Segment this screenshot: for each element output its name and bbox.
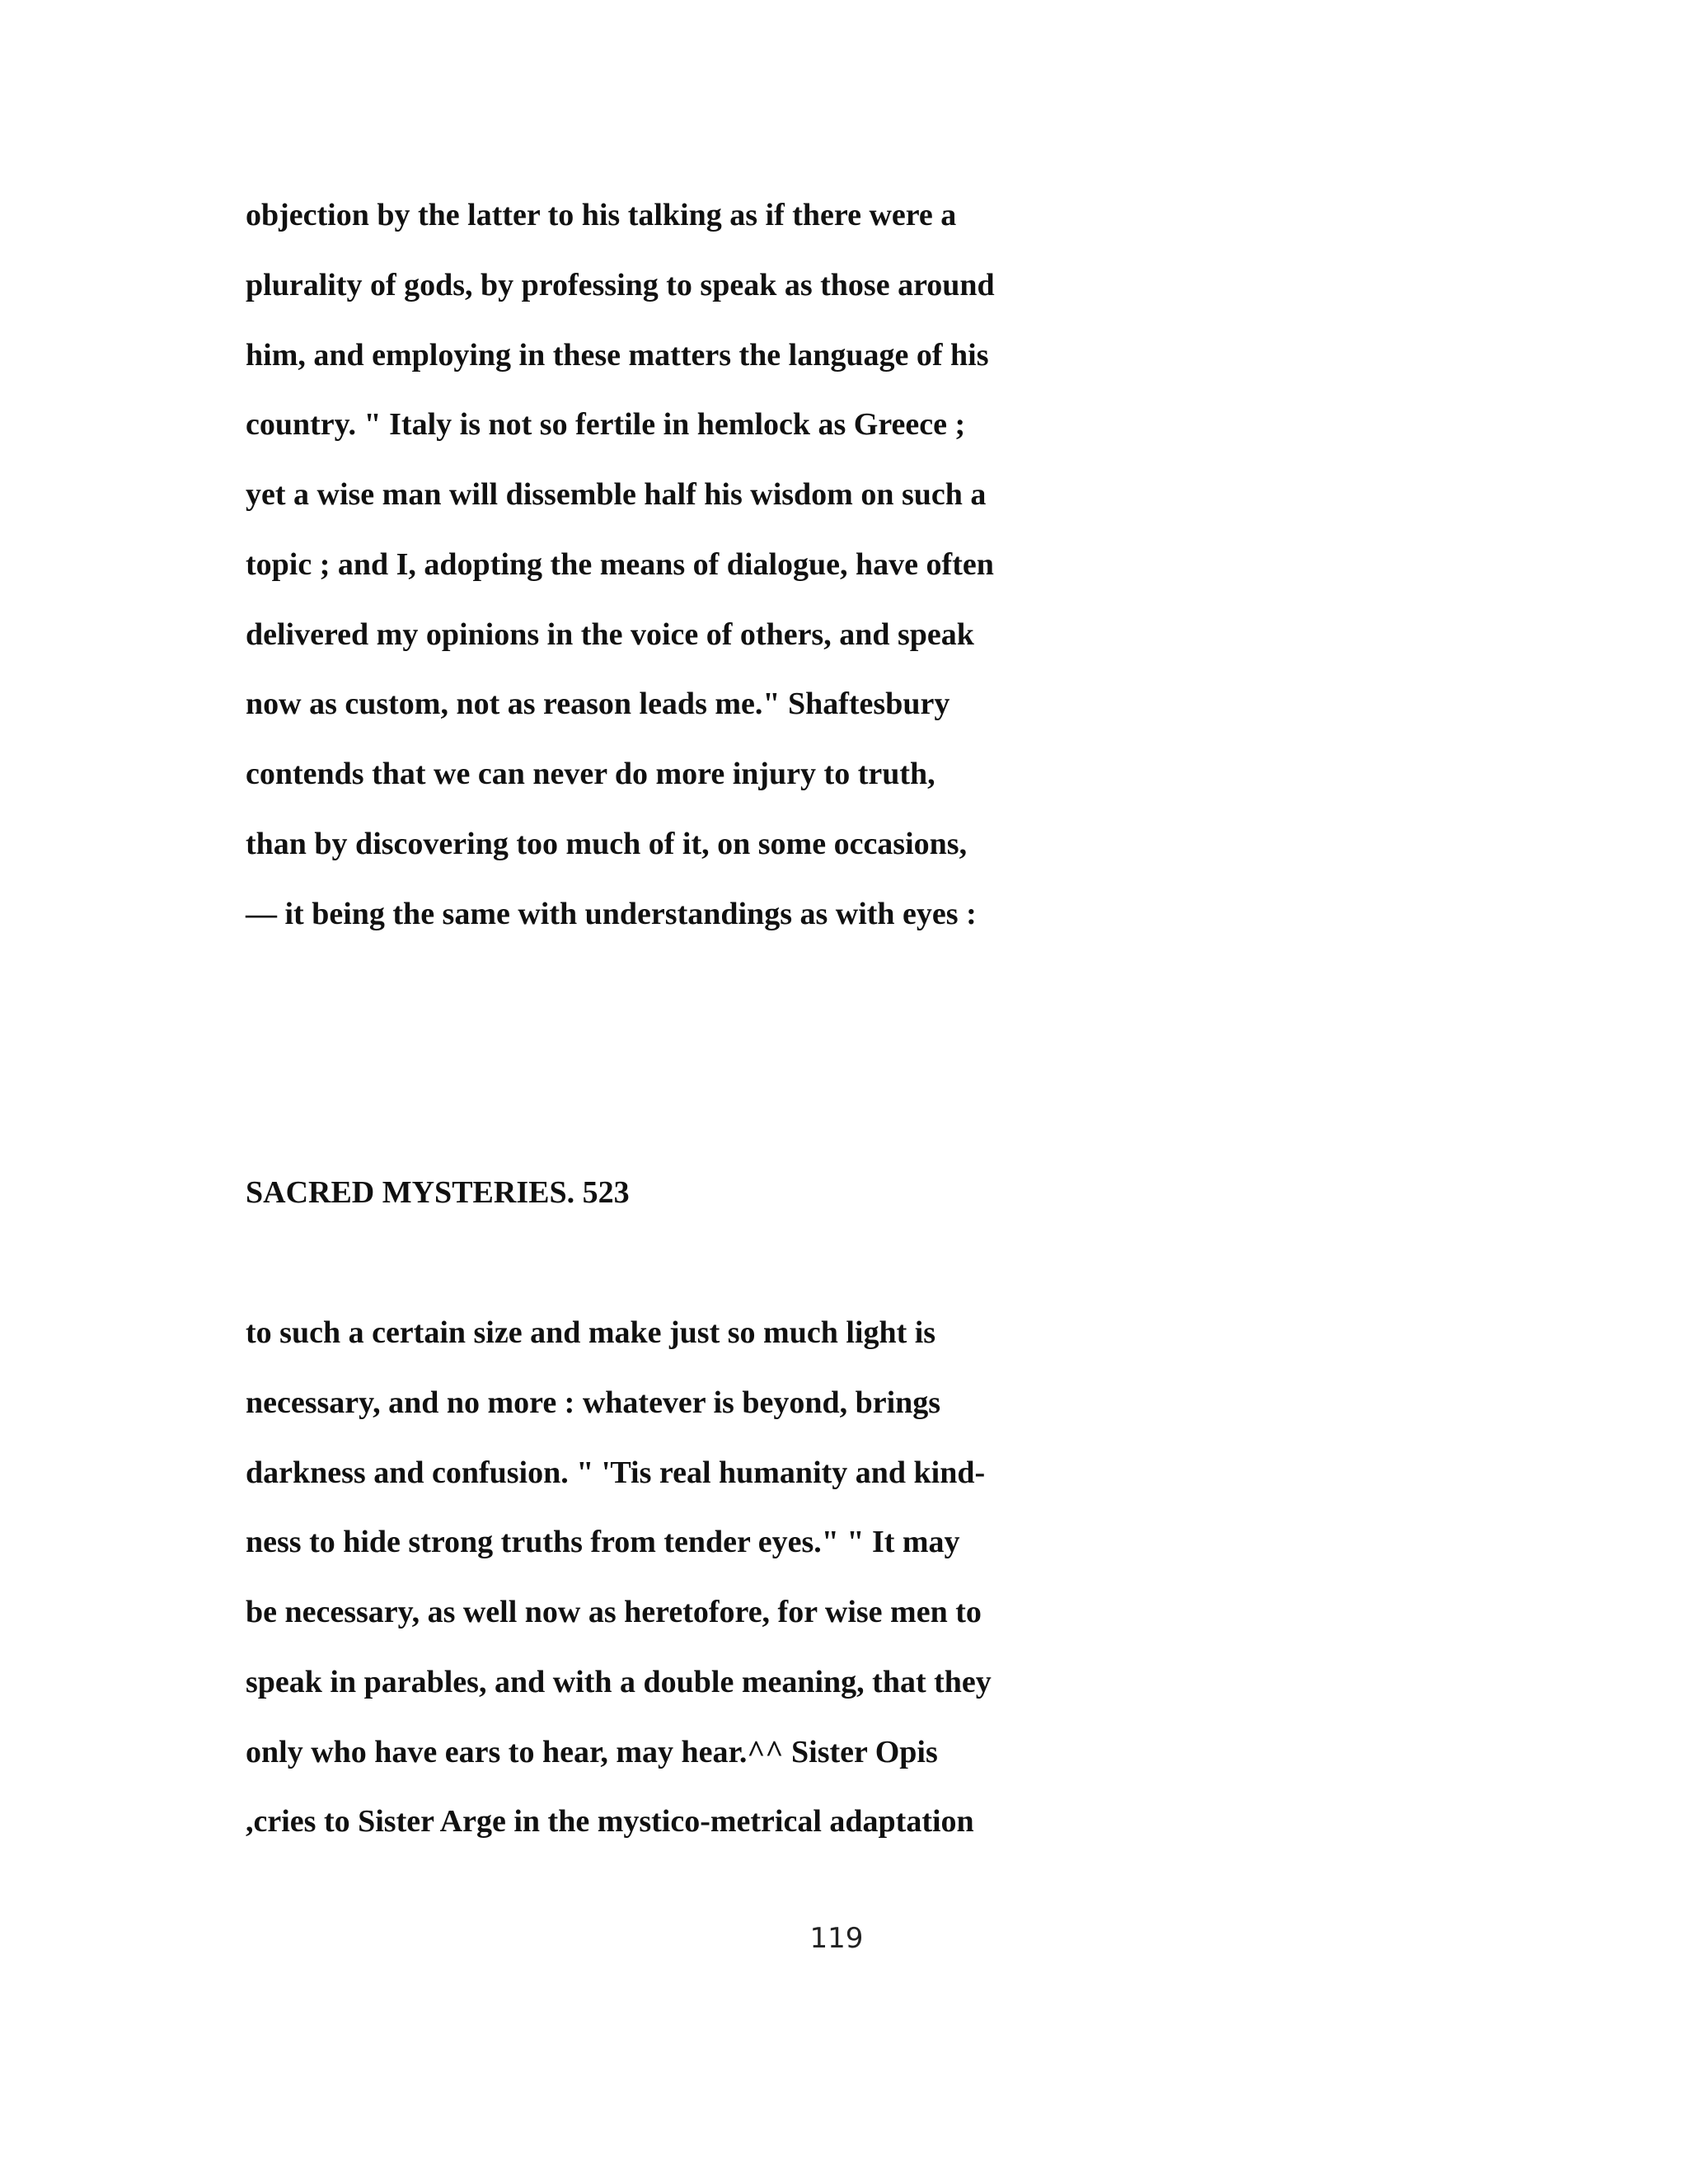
text-line: plurality of gods, by professing to speak as those around (246, 268, 995, 302)
text-line: country. " Italy is not so fertile in hemlock as Greece ; (246, 407, 966, 442)
text-line: now as custom, not as reason leads me." Shaftesbury (246, 687, 950, 721)
text-line: be necessary, as well now as heretofore, for wise men to (246, 1595, 982, 1629)
text-line: darkness and confusion. " 'Tis real humanity and kind- (246, 1455, 986, 1490)
text-line: him, and employing in these matters the language of his (246, 338, 989, 373)
text-line: — it being the same with understandings as with eyes : (246, 897, 977, 931)
page-number: 119 (809, 1922, 864, 1955)
text-line: necessary, and no more : whatever is beyond, brings (246, 1385, 941, 1420)
text-line: only who have ears to hear, may hear.^^ Sister Opis (246, 1735, 938, 1769)
text-line: than by discovering too much of it, on some occasions, (246, 827, 968, 861)
text-line: contends that we can never do more injury to truth, (246, 757, 935, 791)
text-line: to such a certain size and make just so much light is (246, 1315, 936, 1350)
running-head: SACRED MYSTERIES. 523 (246, 1175, 630, 1210)
text-line: yet a wise man will dissemble half his wisdom on such a (246, 477, 987, 512)
text-line: objection by the latter to his talking as if there were a (246, 198, 957, 232)
text-line: topic ; and I, adopting the means of dialogue, have often (246, 547, 994, 582)
text-line: ,cries to Sister Arge in the mystico-metrical adaptation (246, 1804, 974, 1839)
text-line: ness to hide strong truths from tender eyes." " It may (246, 1525, 960, 1559)
text-line: delivered my opinions in the voice of others, and speak (246, 617, 974, 652)
text-line: speak in parables, and with a double meaning, that they (246, 1665, 992, 1699)
